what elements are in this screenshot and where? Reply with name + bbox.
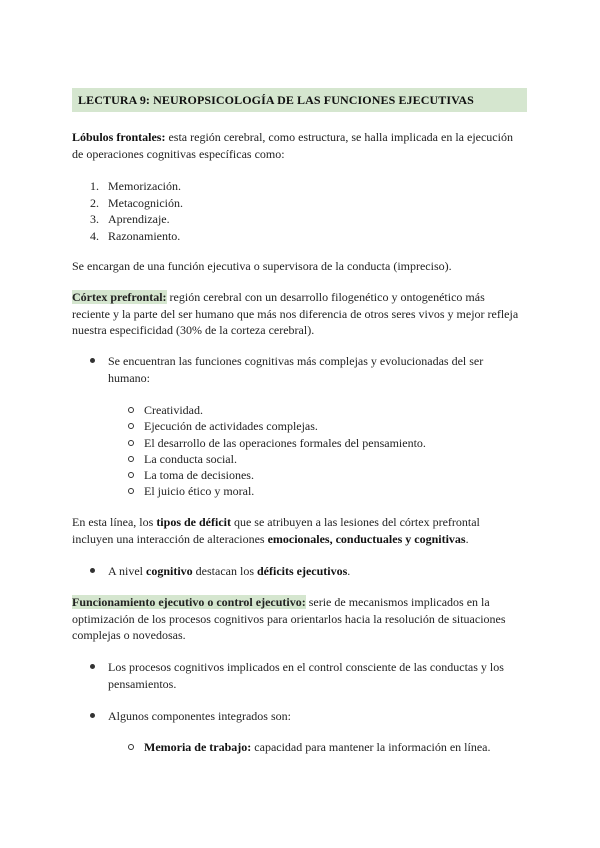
cortex-text-2: reciente y la parte del ser humano que más nos diferencia de otros seres vivos y mejor refleja	[72, 306, 519, 321]
item-number: 2.	[90, 195, 99, 210]
deficit-bold-e: emocionales, conductuales y cognitivas	[267, 531, 466, 546]
list-item	[90, 195, 183, 212]
circle-bullet	[128, 423, 134, 429]
bullet-line-2: humano:	[108, 370, 150, 385]
sub-item-label: Memoria de trabajo:	[144, 740, 252, 754]
item-text: Metacognición.	[108, 195, 183, 210]
deficit-text-f: .	[465, 531, 469, 546]
funcionamiento-text-3: complejas o novedosas.	[72, 628, 186, 642]
item-text: Razonamiento.	[108, 228, 181, 243]
item-text: Memorización.	[108, 179, 181, 193]
bullet-dot	[90, 664, 95, 669]
bullet-part-c: destacan los	[192, 564, 257, 578]
bullet-bold-b: cognitivo	[146, 564, 193, 578]
list-item	[126, 739, 491, 755]
circle-bullet	[128, 407, 134, 413]
bullet-dot	[90, 568, 95, 573]
list-item	[90, 211, 183, 228]
bullet-text	[108, 353, 518, 386]
lobulos-label: Lóbulos frontales:	[72, 130, 166, 144]
circle-bullet	[128, 488, 134, 494]
bullet-bold-d: déficits ejecutivos	[256, 564, 348, 578]
lobulos-text-1: esta región cerebral, como estructura, se halla implicada en la ejecución	[165, 130, 513, 144]
list-item	[126, 467, 426, 483]
bullet-dot	[90, 713, 95, 718]
funcionamiento-text-2: optimización de los procesos cognitivos para orientarlos hacia la resolución de situaciones	[72, 611, 506, 626]
funcionamiento-paragraph	[72, 594, 532, 644]
funcionamiento-text-1: serie de mecanismos implicados en la	[305, 595, 490, 609]
cortex-text-3: nuestra especificidad (30% de la corteza cerebral).	[72, 323, 315, 337]
sub-item-text: El juicio ético y moral.	[144, 484, 255, 499]
page-title: LECTURA 9: NEUROPSICOLOGÍA DE LAS FUNCIONES EJECUTIVAS	[78, 93, 474, 107]
list-item	[126, 483, 426, 499]
list-item	[126, 402, 426, 418]
cortex-text-1: región cerebral con un desarrollo filogenético y ontogenético más	[166, 290, 485, 304]
cortex-paragraph	[72, 289, 532, 339]
funcionamiento-label: Funcionamiento ejecutivo o control ejecutivo:	[72, 595, 306, 609]
bullet-text	[108, 659, 518, 692]
bullet-text	[108, 563, 518, 580]
bullet-line-1: Se encuentran las funciones cognitivas más complejas y evolucionadas del ser	[108, 354, 484, 368]
list-item	[126, 451, 426, 467]
circle-bullet	[128, 744, 134, 750]
bullet-text: Algunos componentes integrados son:	[108, 709, 291, 723]
lobulos-paragraph	[72, 129, 532, 162]
item-number: 4.	[90, 228, 99, 243]
funcionamiento-sub-list	[126, 739, 491, 755]
bullet-part-a: A nivel	[108, 564, 146, 578]
item-number: 1.	[90, 179, 99, 193]
item-text: Aprendizaje.	[108, 212, 170, 226]
sub-item-text: Ejecución de actividades complejas.	[144, 419, 318, 434]
cortex-sub-list	[126, 402, 426, 500]
deficit-text-d: incluyen una interacción de alteraciones	[72, 531, 268, 546]
list-item	[90, 228, 183, 245]
sub-item-text: capacidad para mantener la información en línea.	[251, 740, 491, 754]
bullet-dot	[90, 358, 95, 363]
deficit-paragraph	[72, 514, 532, 547]
deficit-text-a: En esta línea, los	[72, 515, 157, 529]
lobulos-text-2: de operaciones cognitivas específicas como:	[72, 146, 285, 161]
list-item	[126, 418, 426, 434]
list-item	[126, 435, 426, 451]
deficit-bold-b: tipos de déficit	[156, 515, 231, 529]
list-item	[90, 178, 183, 195]
lobulos-numbered-list	[90, 178, 183, 244]
lobulos-note: Se encargan de una función ejecutiva o supervisora de la conducta (impreciso).	[72, 259, 452, 273]
deficit-text-c: que se atribuyen a las lesiones del córtex prefrontal	[230, 515, 480, 529]
circle-bullet	[128, 440, 134, 446]
sub-item-text: La toma de decisiones.	[144, 468, 254, 483]
sub-item-text: El desarrollo de las operaciones formales del pensamiento.	[144, 435, 426, 450]
item-number: 3.	[90, 212, 99, 226]
bullet-line-2: pensamientos.	[108, 676, 177, 691]
sub-item-text: La conducta social.	[144, 451, 237, 466]
bullet-line-1: Los procesos cognitivos implicados en el control consciente de las conductas y los	[108, 660, 504, 674]
bullet-part-e: .	[347, 564, 351, 578]
cortex-label: Córtex prefrontal:	[72, 290, 167, 304]
sub-item-text: Creatividad.	[144, 403, 203, 417]
circle-bullet	[128, 456, 134, 462]
circle-bullet	[128, 472, 134, 478]
